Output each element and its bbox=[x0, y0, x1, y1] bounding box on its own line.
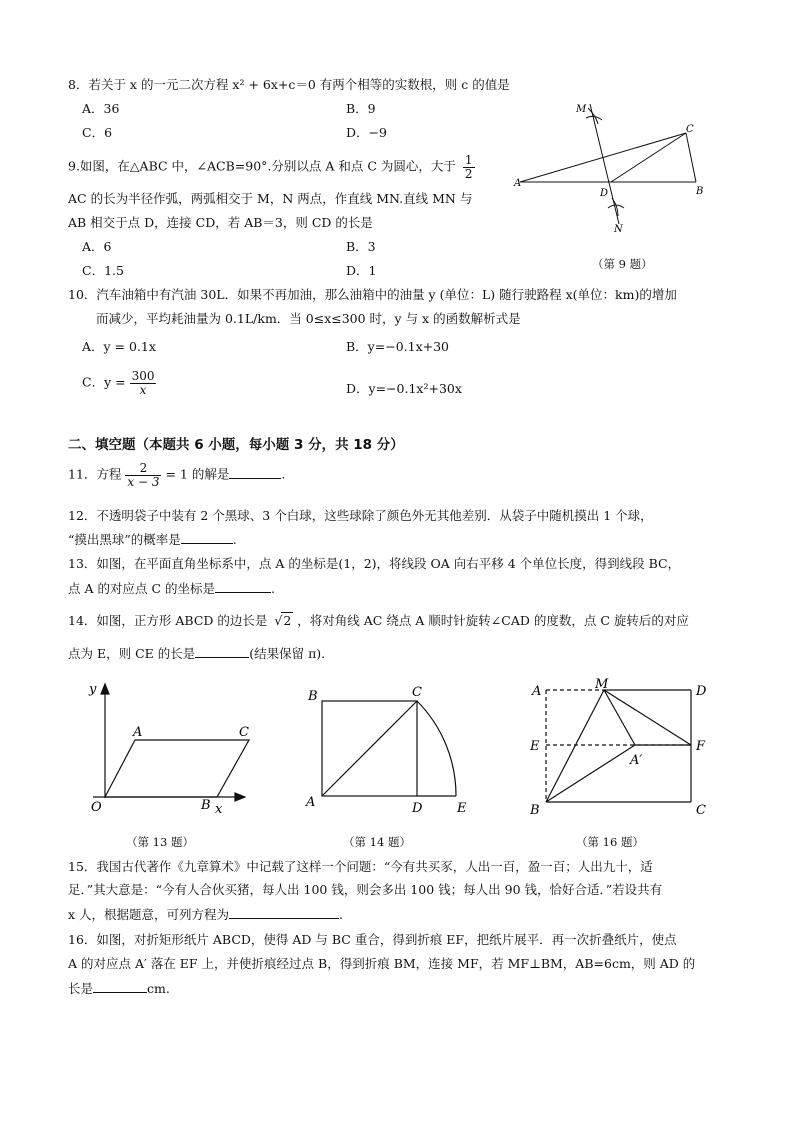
fig9-label-c: C bbox=[686, 124, 694, 135]
q16-line2: A 的对应点 A′ 落在 EF 上，并使折痕经过点 B，得到折痕 BM，连接 MF，若 MF⊥BM，AB=6cm，则 AD 的 bbox=[68, 956, 696, 971]
q15-line3-text: x 人，根据题意，可列方程为 bbox=[68, 907, 230, 922]
q14-line2-b: (结果保留 π). bbox=[249, 646, 326, 661]
figure-9 bbox=[510, 96, 710, 236]
q13-end: . bbox=[271, 581, 275, 596]
fig16-label-b: B bbox=[530, 803, 540, 818]
q16-line3-text: 长是 bbox=[68, 981, 94, 996]
fig14-label-d: D bbox=[412, 801, 423, 816]
q10-option-c-fraction bbox=[130, 370, 157, 396]
fig9-label-m: M bbox=[576, 104, 587, 115]
q9-option-a: A．6 bbox=[82, 239, 112, 254]
q10-line1: 10．汽车油箱中有汽油 30L．如果不再加油，那么油箱中的油量 y (单位：L) 随行驶路程 x(单位：km)的增加 bbox=[68, 287, 677, 302]
fig13-x-arrow bbox=[235, 793, 245, 801]
fig14-caption: （第 14 题） bbox=[343, 835, 411, 849]
figure-14 bbox=[300, 680, 480, 820]
q12-end: . bbox=[232, 532, 237, 547]
q13-line1: 13．如图，在平面直角坐标系中，点 A 的坐标是(1，2)，将线段 OA 向右平移 4 个单位长度，得到线段 BC， bbox=[68, 556, 681, 571]
fig9-caption: （第 9 题） bbox=[592, 257, 653, 271]
q9-option-b: B．3 bbox=[346, 239, 376, 254]
q16-answer-blank[interactable] bbox=[93, 980, 147, 993]
figure-16 bbox=[522, 678, 722, 826]
q14-sqrt: √2 bbox=[274, 613, 292, 628]
q10-option-c bbox=[82, 370, 156, 396]
q15-line2: 足．”其大意是：“今有人合伙买猪，每人出 100 钱，则会多出 100 钱；每人出 90 钱，恰好合适．”若设共有 bbox=[68, 882, 663, 897]
q10-c-num: 300 bbox=[131, 369, 155, 383]
q9-option-d: D．1 bbox=[346, 263, 377, 278]
q13-line2 bbox=[68, 580, 275, 596]
fig9-label-b: B bbox=[696, 186, 704, 197]
q8-option-c: C．6 bbox=[82, 125, 113, 140]
fig13-label-c: C bbox=[239, 725, 249, 740]
fig16-label-d: D bbox=[696, 684, 707, 699]
q11 bbox=[68, 462, 285, 488]
fig13-label-y: y bbox=[89, 682, 97, 697]
q16-line3 bbox=[68, 980, 170, 996]
fig14-arc-ce bbox=[417, 701, 456, 796]
fig14-label-c: C bbox=[412, 685, 422, 700]
fig16-label-a-prime: A′ bbox=[630, 753, 643, 768]
q11-suffix: = 1 的解是 bbox=[165, 466, 230, 482]
q10-line2: 而减少，平均耗油量为 0.1L/km．当 0≤x≤300 时，y 与 x 的函数解析式是 bbox=[96, 311, 521, 326]
q14-line2 bbox=[68, 645, 325, 661]
q10-option-d: D．y=−0.1x²+30x bbox=[346, 381, 462, 396]
q9-option-c: C．1.5 bbox=[82, 263, 124, 278]
q16-line1: 16．如图，对折矩形纸片 ABCD，使得 AD 与 BC 重合，得到折痕 EF，把纸片展平．再一次折叠纸片，使点 bbox=[68, 932, 677, 947]
fig14-label-b: B bbox=[308, 689, 318, 704]
q9-half-fraction bbox=[463, 154, 475, 180]
fig13-label-o: O bbox=[91, 800, 102, 815]
fig9-label-d: D bbox=[600, 188, 609, 199]
q12-line1: 12．不透明袋子中装有 2 个黑球、3 个白球，这些球除了颜色外无其他差别．从袋子中随机摸出 1 个球， bbox=[68, 508, 653, 523]
q15-answer-blank[interactable] bbox=[229, 906, 339, 919]
q10-c-den: x bbox=[139, 382, 147, 397]
fig9-label-a: A bbox=[514, 178, 522, 189]
q11-end: . bbox=[281, 466, 286, 482]
fig9-label-n: N bbox=[614, 224, 623, 235]
fig13-y-arrow bbox=[101, 684, 109, 694]
q14-line1 bbox=[68, 612, 689, 628]
q9-stem-text: 9.如图，在△ABC 中，∠ACB=90°.分别以点 A 和点 C 为圆心，大于 bbox=[68, 158, 456, 174]
q12-answer-blank[interactable] bbox=[181, 531, 233, 544]
q13-line2-text: 点 A 的对应点 C 的坐标是 bbox=[68, 581, 215, 596]
fig9-segment-cb bbox=[686, 133, 696, 182]
fig9-segment-cd bbox=[611, 133, 686, 182]
fig16-label-e: E bbox=[530, 739, 540, 754]
q8-option-a: A．36 bbox=[82, 101, 120, 116]
q15-end: . bbox=[339, 907, 344, 922]
q9-frac-den: 2 bbox=[464, 166, 473, 181]
fig16-label-a: A bbox=[532, 684, 542, 699]
fig13-label-x: x bbox=[215, 802, 223, 817]
fig13-caption: （第 13 题） bbox=[126, 835, 194, 849]
q13-answer-blank[interactable] bbox=[215, 580, 271, 593]
fig13-label-a: A bbox=[133, 725, 143, 740]
q16-end: cm. bbox=[147, 981, 170, 996]
fig13-label-b: B bbox=[201, 798, 211, 813]
q9-stem bbox=[68, 154, 475, 180]
q9-line3: AB 相交于点 D，连接 CD，若 AB＝3，则 CD 的长是 bbox=[68, 215, 373, 230]
fig14-label-a: A bbox=[306, 795, 316, 810]
q8-option-b: B．9 bbox=[346, 101, 376, 116]
q10-option-b: B．y=−0.1x+30 bbox=[346, 339, 450, 354]
fig16-crease-bm bbox=[546, 690, 604, 802]
fig14-label-e: E bbox=[457, 801, 467, 816]
q15-line1: 15．我国古代著作《九章算术》中记载了这样一个问题：“今有共买豕，人出一百，盈一百；人出九十，适 bbox=[68, 859, 653, 874]
q14-line1-a: 14．如图，正方形 ABCD 的边长是 bbox=[68, 613, 268, 628]
fig16-label-c: C bbox=[696, 803, 706, 818]
q10-option-a: A．y = 0.1x bbox=[82, 339, 156, 354]
fig16-segment-mf bbox=[604, 690, 691, 745]
q14-sqrt-value: 2 bbox=[283, 613, 292, 628]
fig16-label-m: M bbox=[595, 678, 609, 692]
section-2-title: 二、填空题（本题共 6 小题，每小题 3 分，共 18 分） bbox=[68, 437, 404, 453]
q11-prefix: 11．方程 bbox=[68, 466, 122, 482]
q11-fraction bbox=[125, 462, 161, 488]
q11-frac-den: x − 3 bbox=[127, 474, 160, 489]
q9-line2: AC 的长为半径作弧，两弧相交于 M，N 两点，作直线 MN.直线 MN 与 bbox=[68, 191, 473, 206]
q14-answer-blank[interactable] bbox=[195, 645, 249, 658]
q12-line2 bbox=[68, 531, 237, 547]
fig16-segment-ba bbox=[546, 745, 635, 802]
fig14-diagonal-ac bbox=[322, 701, 417, 796]
q9-frac-num: 1 bbox=[464, 153, 473, 167]
q14-line2-a: 点为 E，则 CE 的长是 bbox=[68, 646, 196, 661]
figure-13 bbox=[85, 680, 255, 820]
fig13-parallelogram bbox=[105, 740, 249, 797]
fig16-caption: （第 16 题） bbox=[576, 835, 644, 849]
q8-option-d: D．−9 bbox=[346, 125, 387, 140]
q10-option-c-prefix: C．y = bbox=[82, 374, 126, 390]
q12-line2-text: “摸出黑球”的概率是 bbox=[68, 532, 181, 547]
q8-stem: 8．若关于 x 的一元二次方程 x² + 6x+c＝0 有两个相等的实数根，则 c 的值是 bbox=[68, 77, 510, 92]
q15-line3 bbox=[68, 906, 343, 922]
q11-answer-blank[interactable] bbox=[229, 466, 281, 479]
q14-line1-b: ，将对角线 AC 绕点 A 顺时针旋转∠CAD 的度数，点 C 旋转后的对应 bbox=[297, 613, 689, 628]
fig9-line-mn bbox=[590, 104, 619, 224]
fig16-segment-ma bbox=[604, 690, 635, 745]
q11-frac-num: 2 bbox=[125, 462, 161, 476]
fig16-label-f: F bbox=[696, 739, 706, 754]
